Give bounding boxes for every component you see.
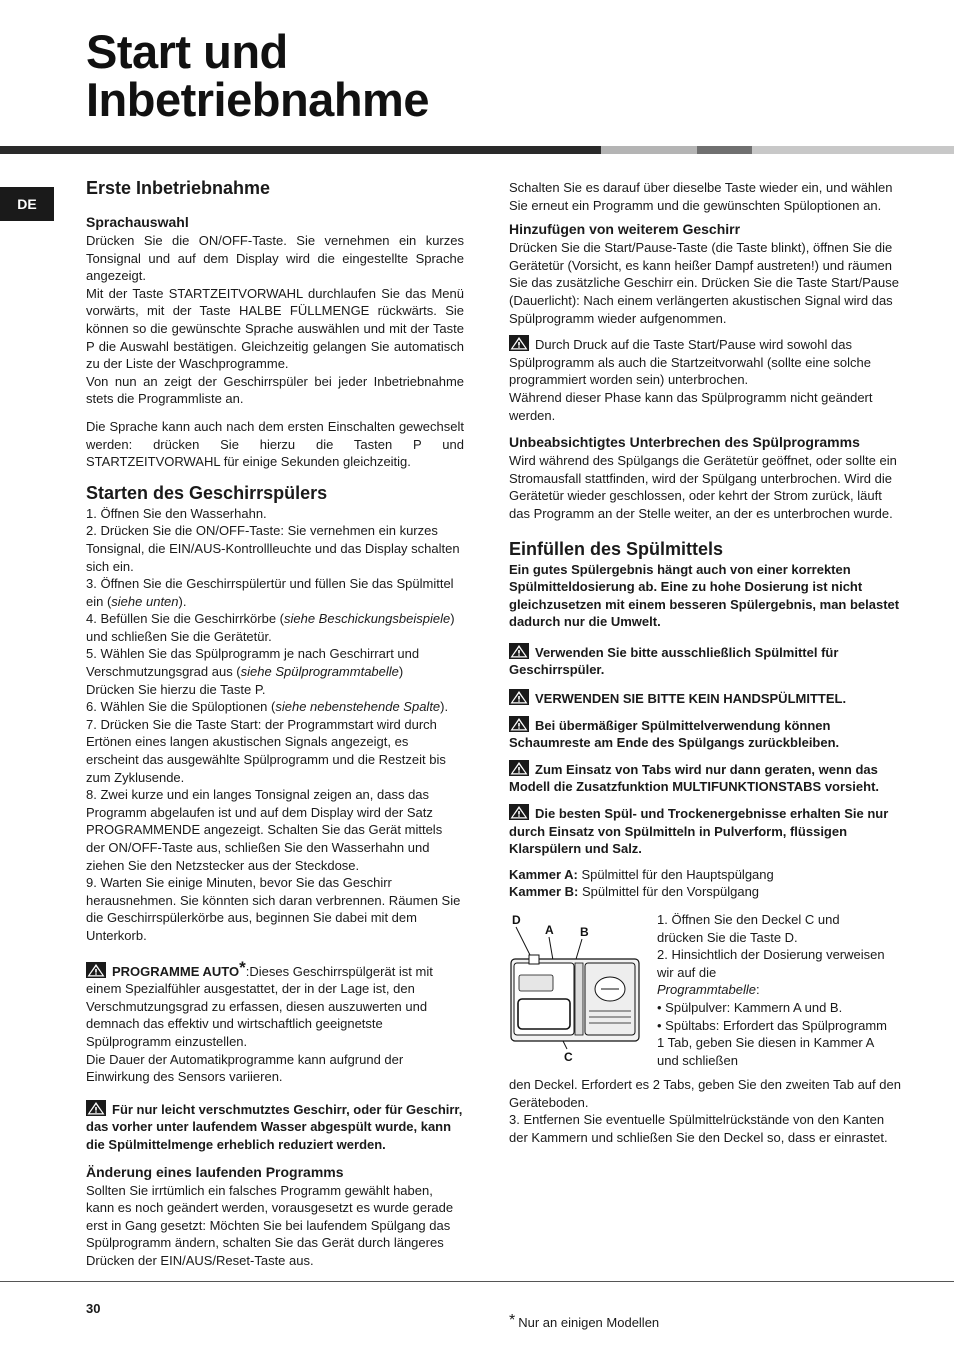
para-hinzufuegen: Drücken Sie die Start/Pause-Taste (die Taste blinkt), öffnen Sie die Gerätetür (Vorsicht, es kann heißer Dampf austreten!) und räumen Sie das zusätzliche Geschirr ein. Drücken Sie die Taste Start/Pause (Dauerlicht): Nach einem verlängerten akustischen Signal wird das Spülprogramm wieder aufgenommen.	[509, 240, 899, 326]
dispenser-instructions	[657, 911, 887, 1069]
step-7: 7. Drücken Sie die Taste Start: der Programmstart wird durch Ertönen eines langen akustischen Signals angezeigt, es erscheint das ausgewählte Spülprogramm und die Restzeit bis zum Zyklusende.	[86, 716, 446, 785]
kammer-a-label: Kammer A:	[509, 866, 578, 882]
page-number: 30	[86, 1301, 101, 1316]
heading-starten: Starten des Geschirrspülers	[86, 482, 328, 503]
para-pause-2: Während dieser Phase kann das Spülprogramm nicht geändert werden.	[509, 389, 873, 423]
step-6-ref: siehe nebenstehende Spalte	[275, 699, 441, 715]
para-unbeabsichtigt: Wird während des Spülgangs die Gerätetür geöffnet, oder sollte ein Stromausfall stattfinden, wird der Spülgang unterbrochen. Wird die Gerätetür wieder geschlossen, oder kehrt der Strom zurück, läuft das Programm an der Stelle weiter, an der es unterbrochen wurde.	[509, 453, 897, 521]
dispenser-bullet-tabs: • Spültabs: Erfordert das Spülprogramm 1 Tab, geben Sie diesen in Kammer A und schließen	[657, 1017, 887, 1068]
step-5-action: Drücken Sie hierzu die Taste P.	[86, 681, 266, 697]
warning-detergent-5	[509, 804, 904, 858]
footnote	[509, 1312, 659, 1330]
warning-icon	[509, 643, 529, 659]
warning-detergent-3-text: Bei übermäßiger Spülmittelverwendung können Schaumreste am Ende des Spülgangs zurückbleiben.	[509, 717, 840, 751]
dispenser-step-2: 2. Hinsichtlich der Dosierung verweisen wir auf die	[657, 947, 885, 980]
warning-icon	[509, 804, 529, 820]
step-6-text: 6. Wählen Sie die Spüloptionen (	[86, 699, 276, 715]
right-column	[509, 179, 904, 1146]
kammer-a	[509, 866, 904, 884]
header-rule-light	[601, 146, 697, 154]
heading-einfuellen: Einfüllen des Spülmittels	[509, 538, 724, 559]
para-aenderung: Sollten Sie irrtümlich ein falsches Programm gewählt haben, kann es noch geändert werden, vorausgesetzt es wurde gerade erst in Gang gesetzt: Möchten Sie bei laufendem Spülgang das Spülprogramm ändern, schalten Sie das Gerät durch längeres Drücken der EIN/AUS/Reset-Taste aus.	[86, 1182, 454, 1268]
title-line-1: Start und	[86, 25, 288, 78]
step-3	[86, 575, 464, 610]
language-tab: DE	[0, 187, 54, 221]
heading-hinzufuegen: Hinzufügen von weiterem Geschirr	[509, 221, 741, 238]
para-sprach-2: Mit der Taste STARTZEITVORWAHL durchlaufen Sie das Menü vorwärts, mit der Taste HALBE FÜLLMENGE rückwärts. Sie können so die gewünschte Sprache auswählen und mit der Taste P die Auswahl bestätigen. Gleichzeitig gelangen Sie automatisch zu der Liste der Waschprogramme.	[86, 285, 464, 372]
step-5	[86, 645, 464, 680]
auto-program-note	[86, 959, 464, 1051]
auto-program-star: *	[239, 957, 246, 977]
warning-light-soil	[86, 1100, 464, 1154]
warning-detergent-1-text: Verwenden Sie bitte ausschließlich Spülmittel für Geschirrspüler.	[509, 644, 839, 678]
warning-icon	[509, 760, 529, 776]
auto-program-duration: Die Dauer der Automatikprogramme kann aufgrund der Einwirkung des Sensors variieren.	[86, 1051, 404, 1085]
auto-program-text: :Dieses Geschirrspülgerät ist mit einem Spezialfühler ausgestattet, der in der Lage ist, den Verschmutzungsgrad zu erfassen, diesen auszuwerten und demnach das effektiv und wirtschaftlich geeignetste Spülprogramm einzustellen.	[86, 963, 433, 1049]
step-4-text: 4. Befüllen Sie die Geschirrkörbe (	[86, 611, 284, 627]
warning-icon	[509, 716, 529, 732]
step-4-end: ) und schließen Sie die Gerätetür.	[86, 611, 455, 644]
step-4-ref: siehe Beschickungsbeispiele	[283, 611, 451, 627]
header-rule-pale	[752, 146, 954, 154]
step-8: 8. Zwei kurze und ein langes Tonsignal zeigen an, dass das Programm abgelaufen ist und auf dem Display wird der Satz PROGRAMMENDE angezeigt. Schalten Sie das Gerät mittels der ON/OFF-Taste aus, schließen Sie den Wasserhahn und ziehen Sie den Netzstecker aus der Steckdose.	[86, 787, 443, 873]
para-sprach-1: Drücken Sie die ON/OFF-Taste. Sie vernehmen ein kurzes Tonsignal und auf dem Display wird die eingestellte Sprache angezeigt.	[86, 233, 464, 284]
page-title	[86, 25, 686, 126]
dispenser-tabs-cont: den Deckel. Erfordert es 2 Tabs, geben Sie den zweiten Tab auf den Geräteboden.	[509, 1077, 901, 1110]
step-3-text: 3. Öffnen Sie die Geschirrspülertür und füllen Sie das Spülmittel ein (	[86, 576, 454, 609]
chamber-b	[519, 975, 553, 991]
step-4	[86, 610, 464, 645]
dispenser-step-3: 3. Entfernen Sie eventuelle Spülmittelrückstände von den Kanten der Kammern und schließen Sie den Deckel so, dass er einrastet.	[509, 1112, 888, 1145]
warning-pause	[509, 335, 904, 389]
step-9: 9. Warten Sie einige Minuten, bevor Sie das Geschirr herausnehmen. Sie könnten sich daran verbrennen. Räumen Sie die Geschirrspülerkörbe aus, beginnen Sie dabei mit dem Unterkorb.	[86, 875, 461, 943]
header-rule-mid	[697, 146, 752, 154]
label-a: A	[545, 923, 554, 937]
kammer-b-label: Kammer B:	[509, 884, 579, 900]
step-3-end: ).	[178, 593, 187, 609]
label-c: C	[564, 1050, 573, 1064]
step-5-end: )	[398, 664, 404, 680]
dispenser-step-2-ref	[657, 981, 887, 999]
step-6	[86, 698, 464, 716]
warning-icon	[86, 1100, 106, 1116]
footnote-star: *	[509, 1312, 516, 1329]
heading-aenderung: Änderung eines laufenden Programms	[86, 1163, 344, 1180]
step-2: 2. Drücken Sie die ON/OFF-Taste: Sie vernehmen ein kurzes Tonsignal, die EIN/AUS-Kontrollleuchte und das Display schalten sich ein.	[86, 523, 460, 574]
warning-detergent-5-text: Die besten Spül- und Trockenergebnisse erhalten Sie nur durch Einsatz von Spülmitteln in Pulverform, flüssigen Klarspülern und Salz.	[509, 806, 889, 857]
para-continue: Schalten Sie es darauf über dieselbe Taste wieder ein, und wählen Sie erneut ein Programm und die gewünschten Spüloptionen an.	[509, 180, 893, 213]
warning-pause-text: Durch Druck auf die Taste Start/Pause wird sowohl das Spülprogramm als auch die Startzeitvorwahl (sollte eine solche programmiert worden sein) unterbrochen.	[509, 337, 872, 388]
para-sprach-3: Von nun an zeigt der Geschirrspüler bei jeder Inbetriebnahme stets die Programmliste an.	[86, 373, 464, 407]
step-3-ref: siehe unten	[111, 593, 179, 609]
warning-detergent-2	[509, 689, 904, 708]
step-5-ref: siehe Spülprogrammtabelle	[240, 664, 399, 680]
warning-light-soil-text: Für nur leicht verschmutztes Geschirr, oder für Geschirr, das vorher unter laufendem Wasser abgespült wurde, kann die Spülmittelmenge erheblich reduziert werden.	[86, 1101, 463, 1152]
para-einfuellen: Ein gutes Spülergebnis hängt auch von einer korrekten Spülmitteldosierung ab. Eine zu hohe Dosierung ist nicht gleichzusetzen mit einem besseren Spülergebnis, man belastet dadurch nur die Umwelt.	[509, 561, 900, 630]
warning-icon	[86, 962, 106, 978]
step-6-end: ).	[440, 699, 449, 715]
kammer-a-text: Spülmittel für den Hauptspülgang	[581, 866, 774, 882]
dispenser-bullet-powder: • Spülpulver: Kammern A und B.	[657, 999, 843, 1015]
dispenser-step-2-ref-text: Programmtabelle	[657, 982, 756, 998]
auto-program-label: PROGRAMME AUTO	[112, 963, 240, 979]
dispenser-section	[509, 911, 904, 1076]
header-rule-dark	[0, 146, 601, 154]
chamber-a	[518, 999, 570, 1029]
warning-detergent-3	[509, 716, 904, 752]
warning-icon	[509, 689, 529, 705]
heading-erste-inbetriebnahme: Erste Inbetriebnahme	[86, 178, 271, 198]
heading-unbeabsichtigt: Unbeabsichtigtes Unterbrechen des Spülprogramms	[509, 434, 860, 451]
step-1: 1. Öffnen Sie den Wasserhahn.	[86, 505, 267, 521]
footnote-text: Nur an einigen Modellen	[518, 1315, 660, 1330]
label-d: D	[512, 913, 521, 927]
warning-icon	[509, 335, 529, 351]
warning-detergent-4	[509, 760, 904, 796]
warning-detergent-2-text: VERWENDEN SIE BITTE KEIN HANDSPÜLMITTEL.	[535, 691, 847, 707]
kammer-b-text: Spülmittel für den Vorspülgang	[581, 884, 760, 900]
warning-detergent-4-text: Zum Einsatz von Tabs wird nur dann geraten, wenn das Modell die Zusatzfunktion MULTIFUNKTIONSTABS vorsieht.	[509, 761, 880, 795]
kammer-b	[509, 883, 904, 901]
title-line-2: Inbetriebnahme	[86, 73, 429, 126]
button-d	[529, 955, 539, 964]
dispenser-step-2-colon: :	[756, 982, 760, 998]
footer-rule	[0, 1281, 954, 1282]
para-sprach-4: Die Sprache kann auch nach dem ersten Einschalten gewechselt werden: drücken Sie hierzu die Tasten P und STARTZEITVORWAHL für einige Sekunden gleichzeitig.	[86, 418, 464, 470]
hinge-strip	[575, 963, 583, 1035]
step-5-text: 5. Wählen Sie das Spülprogramm je nach Geschirrart und Verschmutzungsgrad aus (	[86, 646, 420, 680]
left-column	[86, 176, 464, 1269]
warning-detergent-1	[509, 643, 904, 679]
dispenser-diagram	[509, 911, 644, 1071]
label-b: B	[580, 925, 589, 939]
dispenser-step-1: 1. Öffnen Sie den Deckel C und drücken Sie die Taste D.	[657, 912, 840, 945]
heading-sprachauswahl: Sprachauswahl	[86, 214, 189, 230]
